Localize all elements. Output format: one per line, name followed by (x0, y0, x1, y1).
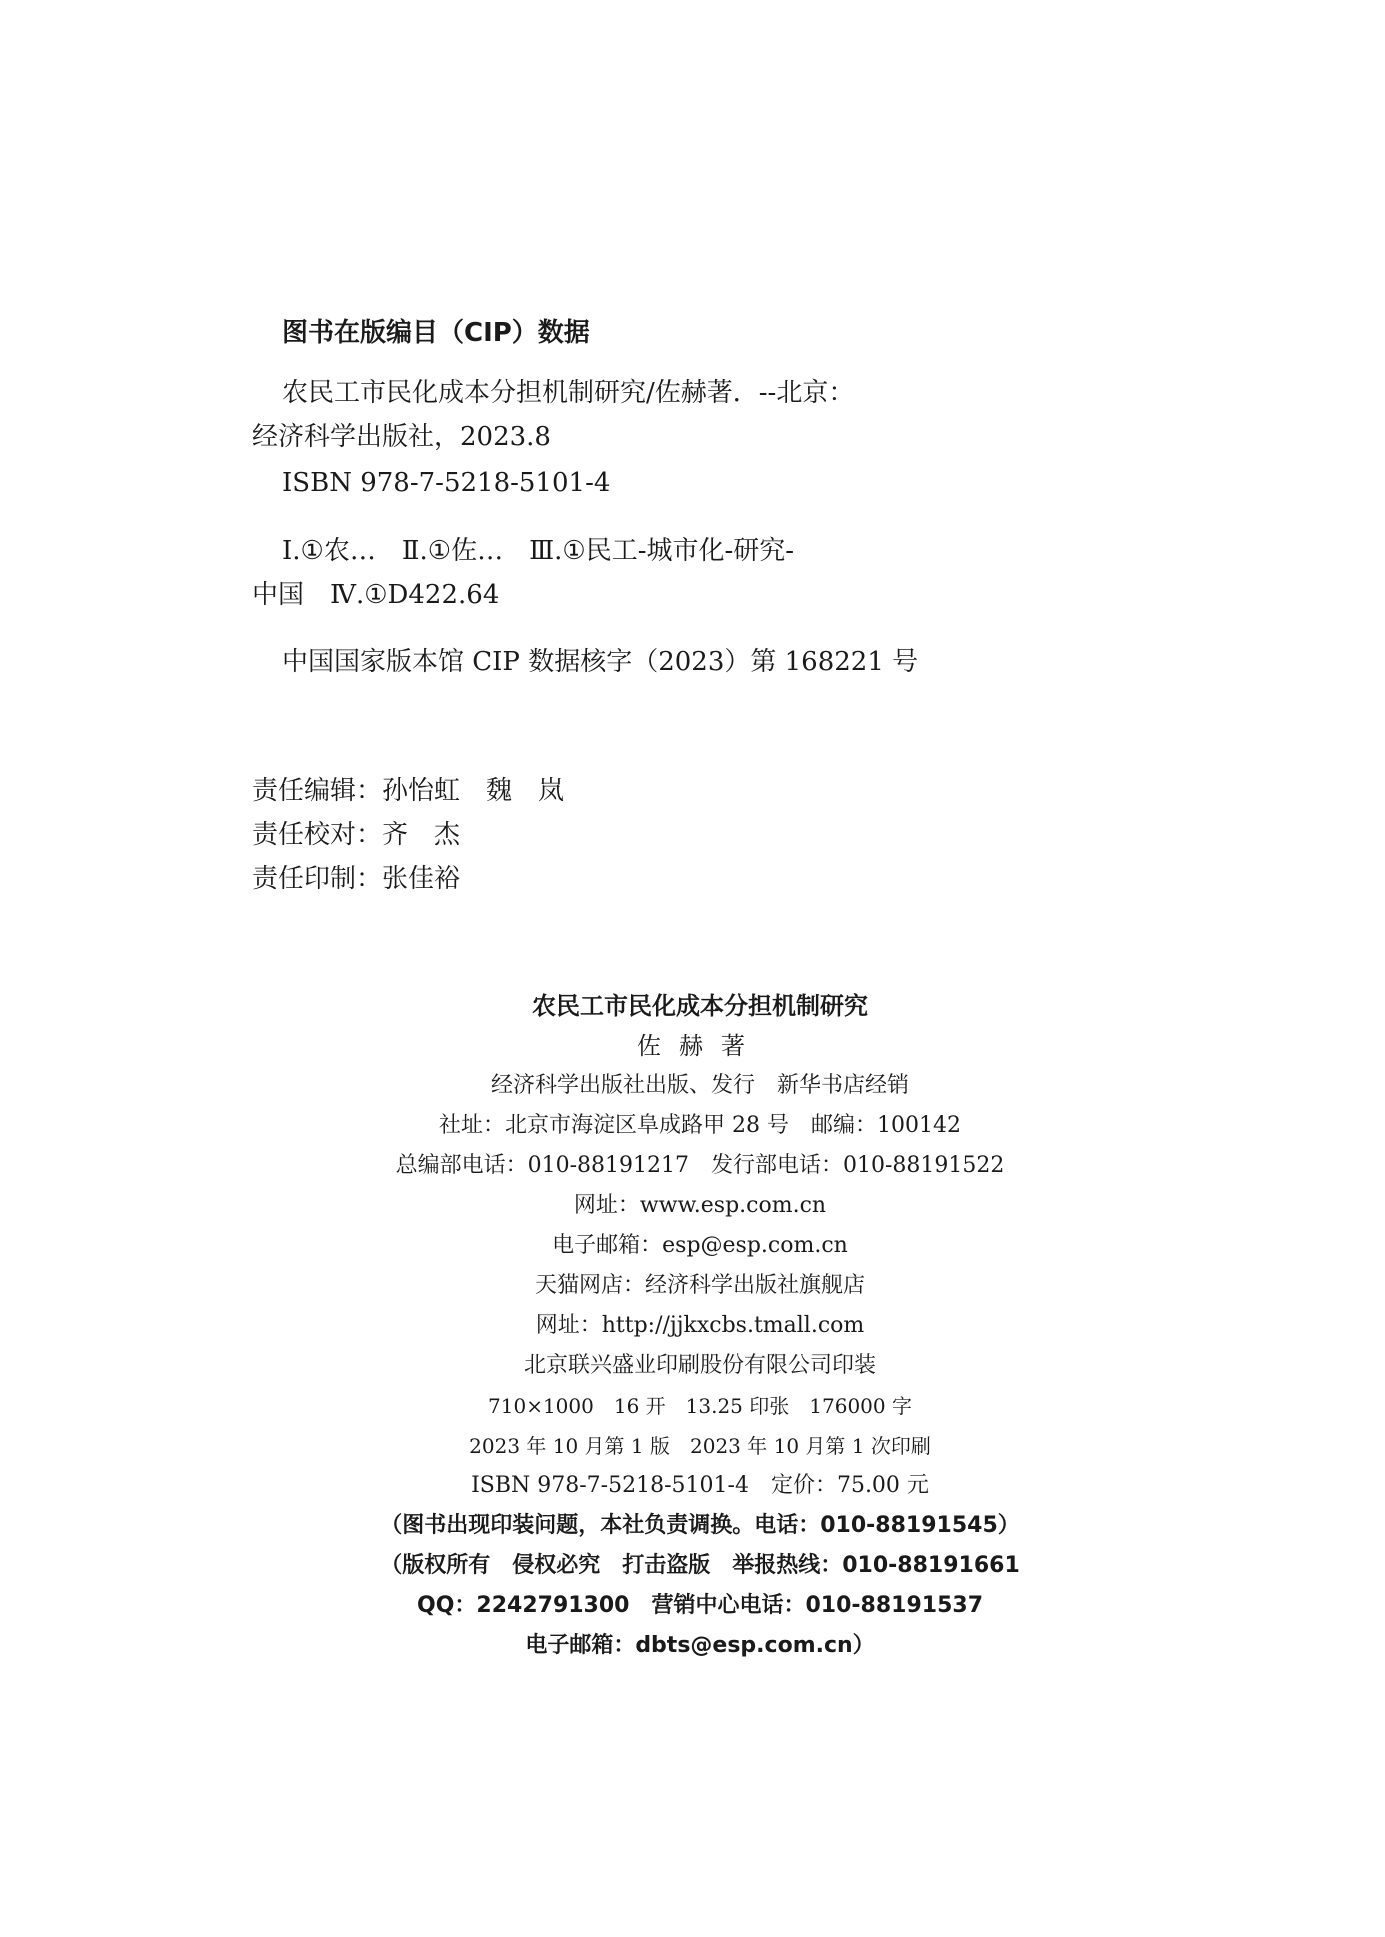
colophon-notice-contact: QQ：2242791300 营销中心电话：010-88191537 (417, 1593, 983, 1618)
colophon-publisher: 经济科学出版社出版、发行 新华书店经销 (490, 1073, 909, 1098)
cip-classification-line-2: 中国 Ⅳ.①D422.64 (252, 580, 500, 610)
cip-publisher-line: 经济科学出版社，2023.8 (252, 422, 551, 452)
staff-value: 张佳裕 (382, 864, 461, 894)
colophon-title: 农民工市民化成本分担机制研究 (532, 992, 868, 1020)
colophon-notice-email: 电子邮箱：dbts@esp.com.cn） (525, 1633, 875, 1658)
cip-isbn: ISBN 978-7-5218-5101-4 (282, 468, 611, 498)
colophon-website: 网址：www.esp.com.cn (573, 1193, 827, 1218)
staff-value: 孙怡虹 魏 岚 (382, 776, 565, 806)
colophon-tmall-store: 天猫网店：经济科学出版社旗舰店 (534, 1273, 865, 1298)
staff-editor (252, 774, 564, 808)
staff-label: 责任校对： (252, 820, 383, 850)
colophon-address: 社址：北京市海淀区阜成路甲 28 号 邮编：100142 (439, 1113, 961, 1138)
cip-classification-line: Ⅰ.①农… Ⅱ.①佐… Ⅲ.①民工-城市化-研究- (282, 536, 795, 566)
colophon-printer: 北京联兴盛业印刷股份有限公司印装 (523, 1353, 876, 1378)
colophon-notice-copyright: （版权所有 侵权必究 打击盗版 举报热线：010-88191661 (380, 1553, 1020, 1578)
staff-value: 齐 杰 (382, 820, 461, 850)
colophon-author: 佐赫著 (637, 1032, 763, 1060)
colophon-isbn-price: ISBN 978-7-5218-5101-4 定价：75.00 元 (471, 1473, 929, 1498)
colophon-edition: 2023 年 10 月第 1 版 2023 年 10 月第 1 次印刷 (469, 1434, 931, 1458)
colophon-format: 710×1000 16 开 13.25 印张 176000 字 (488, 1394, 912, 1418)
staff-label: 责任编辑： (252, 776, 383, 806)
colophon-email: 电子邮箱：esp@esp.com.cn (552, 1233, 848, 1258)
cip-verification-number: 中国国家版本馆 CIP 数据核字（2023）第 168221 号 (282, 647, 919, 677)
colophon-tmall-url: 网址：http://jjkxcbs.tmall.com (535, 1313, 865, 1338)
colophon-phones: 总编部电话：010-88191217 发行部电话：010-88191522 (395, 1153, 1005, 1178)
staff-proofreader (252, 818, 460, 852)
cip-heading: 图书在版编目（CIP）数据 (282, 318, 590, 348)
cip-title-line: 农民工市民化成本分担机制研究/佐赫著．--北京： (282, 378, 855, 408)
colophon (300, 986, 1100, 1666)
staff-printing (252, 862, 460, 896)
staff-label: 责任印制： (252, 864, 383, 894)
colophon-notice-quality: （图书出现印装问题，本社负责调换。电话：010-88191545） (380, 1513, 1020, 1538)
